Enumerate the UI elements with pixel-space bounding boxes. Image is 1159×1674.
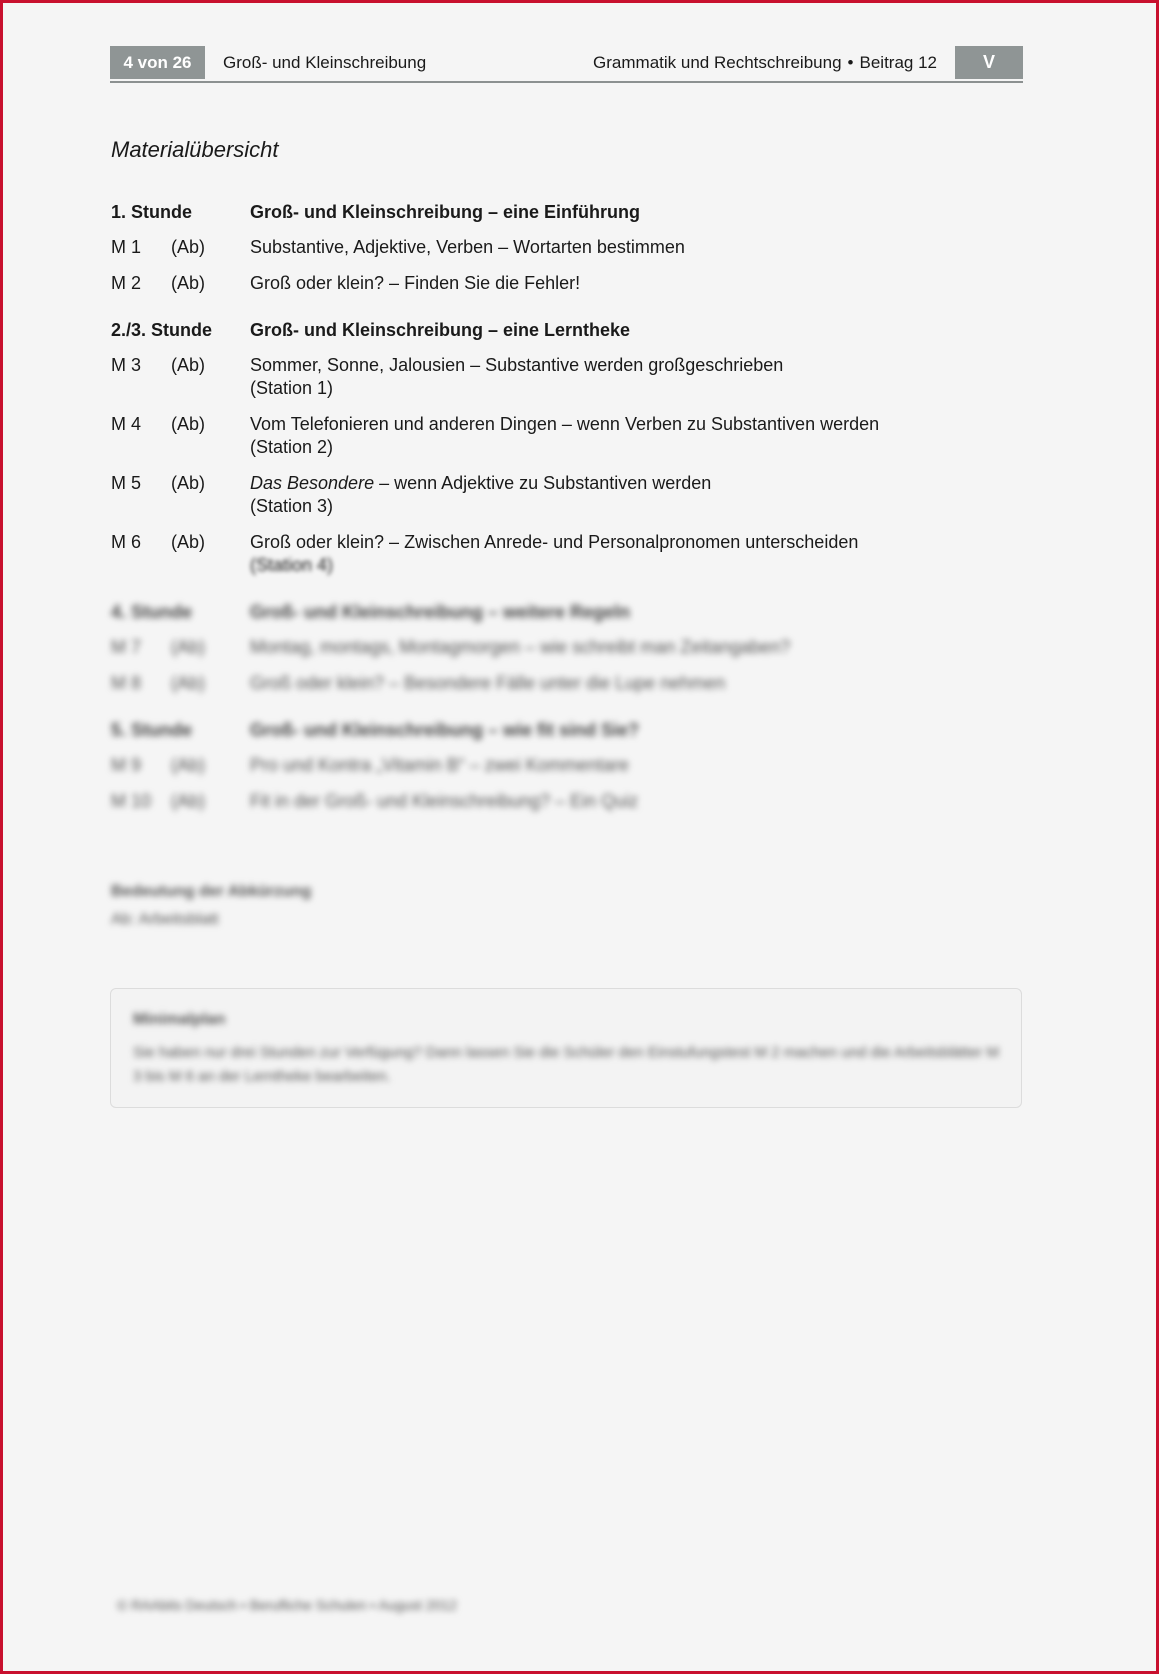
material-title: Substantive, Adjektive, Verben – Wortarten bestimmen (250, 237, 685, 257)
lesson-label: 1. Stunde (111, 202, 193, 222)
material-title: Sommer, Sonne, Jalousien – Substantive werden großgeschrieben (Station 1) (250, 354, 1031, 400)
station-label: (Station 2) (250, 437, 334, 457)
header-topic: Groß- und Kleinschreibung (223, 53, 427, 72)
legend-text: Ab: Arbeitsblatt (111, 911, 219, 928)
lesson-label: 5. Stunde (111, 720, 193, 740)
lesson-label: 2./3. Stunde (111, 320, 213, 340)
material-row (111, 790, 1031, 813)
material-type: (Ab) (171, 532, 206, 552)
material-type: (Ab) (171, 355, 206, 375)
lesson-block-2 (111, 319, 1031, 577)
material-type: (Ab) (171, 755, 206, 775)
material-row (111, 272, 1031, 295)
material-row (111, 754, 1031, 777)
material-code: M 7 (111, 637, 142, 657)
material-title: Groß oder klein? – Finden Sie die Fehler! (250, 273, 581, 293)
material-type: (Ab) (171, 273, 206, 293)
page-title: Materialübersicht (111, 137, 279, 162)
material-type: (Ab) (171, 637, 206, 657)
material-row (111, 354, 1031, 400)
material-title: Groß oder klein? – Besondere Fälle unter die Lupe nehmen (250, 673, 726, 693)
lesson-block-4 (111, 601, 1031, 695)
page-header (110, 46, 1023, 83)
header-series (593, 46, 937, 79)
material-row (111, 236, 1031, 259)
material-code: M 8 (111, 673, 142, 693)
material-title: Pro und Kontra „Vitamin B“ – zwei Kommentare (250, 755, 629, 775)
material-type: (Ab) (171, 673, 206, 693)
material-type: (Ab) (171, 237, 206, 257)
header-bullet: • (847, 53, 854, 72)
material-row (111, 636, 1031, 659)
section-badge: V (955, 46, 1023, 79)
material-row (111, 672, 1031, 695)
page-footer: © RAAbits Deutsch • Berufliche Schulen • August 2012 (117, 1597, 457, 1613)
lesson-block-1 (111, 201, 1031, 295)
station-label: (Station 4) (250, 555, 334, 575)
document-page (3, 3, 1156, 1671)
material-title: Groß oder klein? – Zwischen Anrede- und Personalpronomen unterscheiden (Station 4) (250, 531, 1031, 577)
lesson-block-5 (111, 719, 1031, 813)
notice-text: Sie haben nur drei Stunden zur Verfügung? Dann lassen Sie die Schüler den Einstufungstest M 2 machen und die Arbeitsblätter M 3 bis M 6 an der Lerntheke bearbeiten. (133, 1044, 999, 1085)
material-code: M 5 (111, 473, 142, 493)
station-label: (Station 3) (250, 496, 334, 516)
legend-heading: Bedeutung der Abkürzung (111, 883, 312, 900)
material-title: Das Besondere – wenn Adjektive zu Substantiven werden (Station 3) (250, 472, 1031, 518)
station-label: (Station 1) (250, 378, 334, 398)
material-row (111, 413, 1031, 459)
material-code: M 1 (111, 237, 142, 257)
abbreviation-legend (111, 883, 311, 929)
material-code: M 6 (111, 532, 142, 552)
notice-heading: Minimalplan (133, 1011, 226, 1028)
material-code: M 9 (111, 755, 142, 775)
material-title: Montag, montags, Montagmorgen – wie schreibt man Zeitangaben? (250, 637, 791, 657)
lesson-heading: Groß- und Kleinschreibung – eine Einführung (250, 202, 641, 222)
lesson-label: 4. Stunde (111, 602, 193, 622)
blurred-preview-region (111, 601, 1031, 813)
material-code: M 2 (111, 273, 142, 293)
material-code: M 3 (111, 355, 142, 375)
material-title: Fit in der Groß- und Kleinschreibung? – Ein Quiz (250, 791, 639, 811)
material-code: M 4 (111, 414, 142, 434)
page-number-badge: 4 von 26 (110, 46, 205, 79)
header-series-name: Grammatik und Rechtschreibung (593, 53, 842, 72)
material-row (111, 472, 1031, 518)
material-type: (Ab) (171, 791, 206, 811)
material-overview (111, 201, 1031, 837)
material-row (111, 531, 1031, 577)
lesson-heading: Groß- und Kleinschreibung – weitere Regeln (250, 602, 631, 622)
material-code: M 10 (111, 791, 152, 811)
lesson-heading: Groß- und Kleinschreibung – eine Lerntheke (250, 320, 631, 340)
material-title: Vom Telefonieren und anderen Dingen – wenn Verben zu Substantiven werden (Station 2) (250, 413, 1031, 459)
material-type: (Ab) (171, 414, 206, 434)
lesson-heading: Groß- und Kleinschreibung – wie fit sind Sie? (250, 720, 640, 740)
minimal-plan-box (110, 988, 1022, 1108)
material-type: (Ab) (171, 473, 206, 493)
header-contribution: Beitrag 12 (859, 53, 937, 72)
